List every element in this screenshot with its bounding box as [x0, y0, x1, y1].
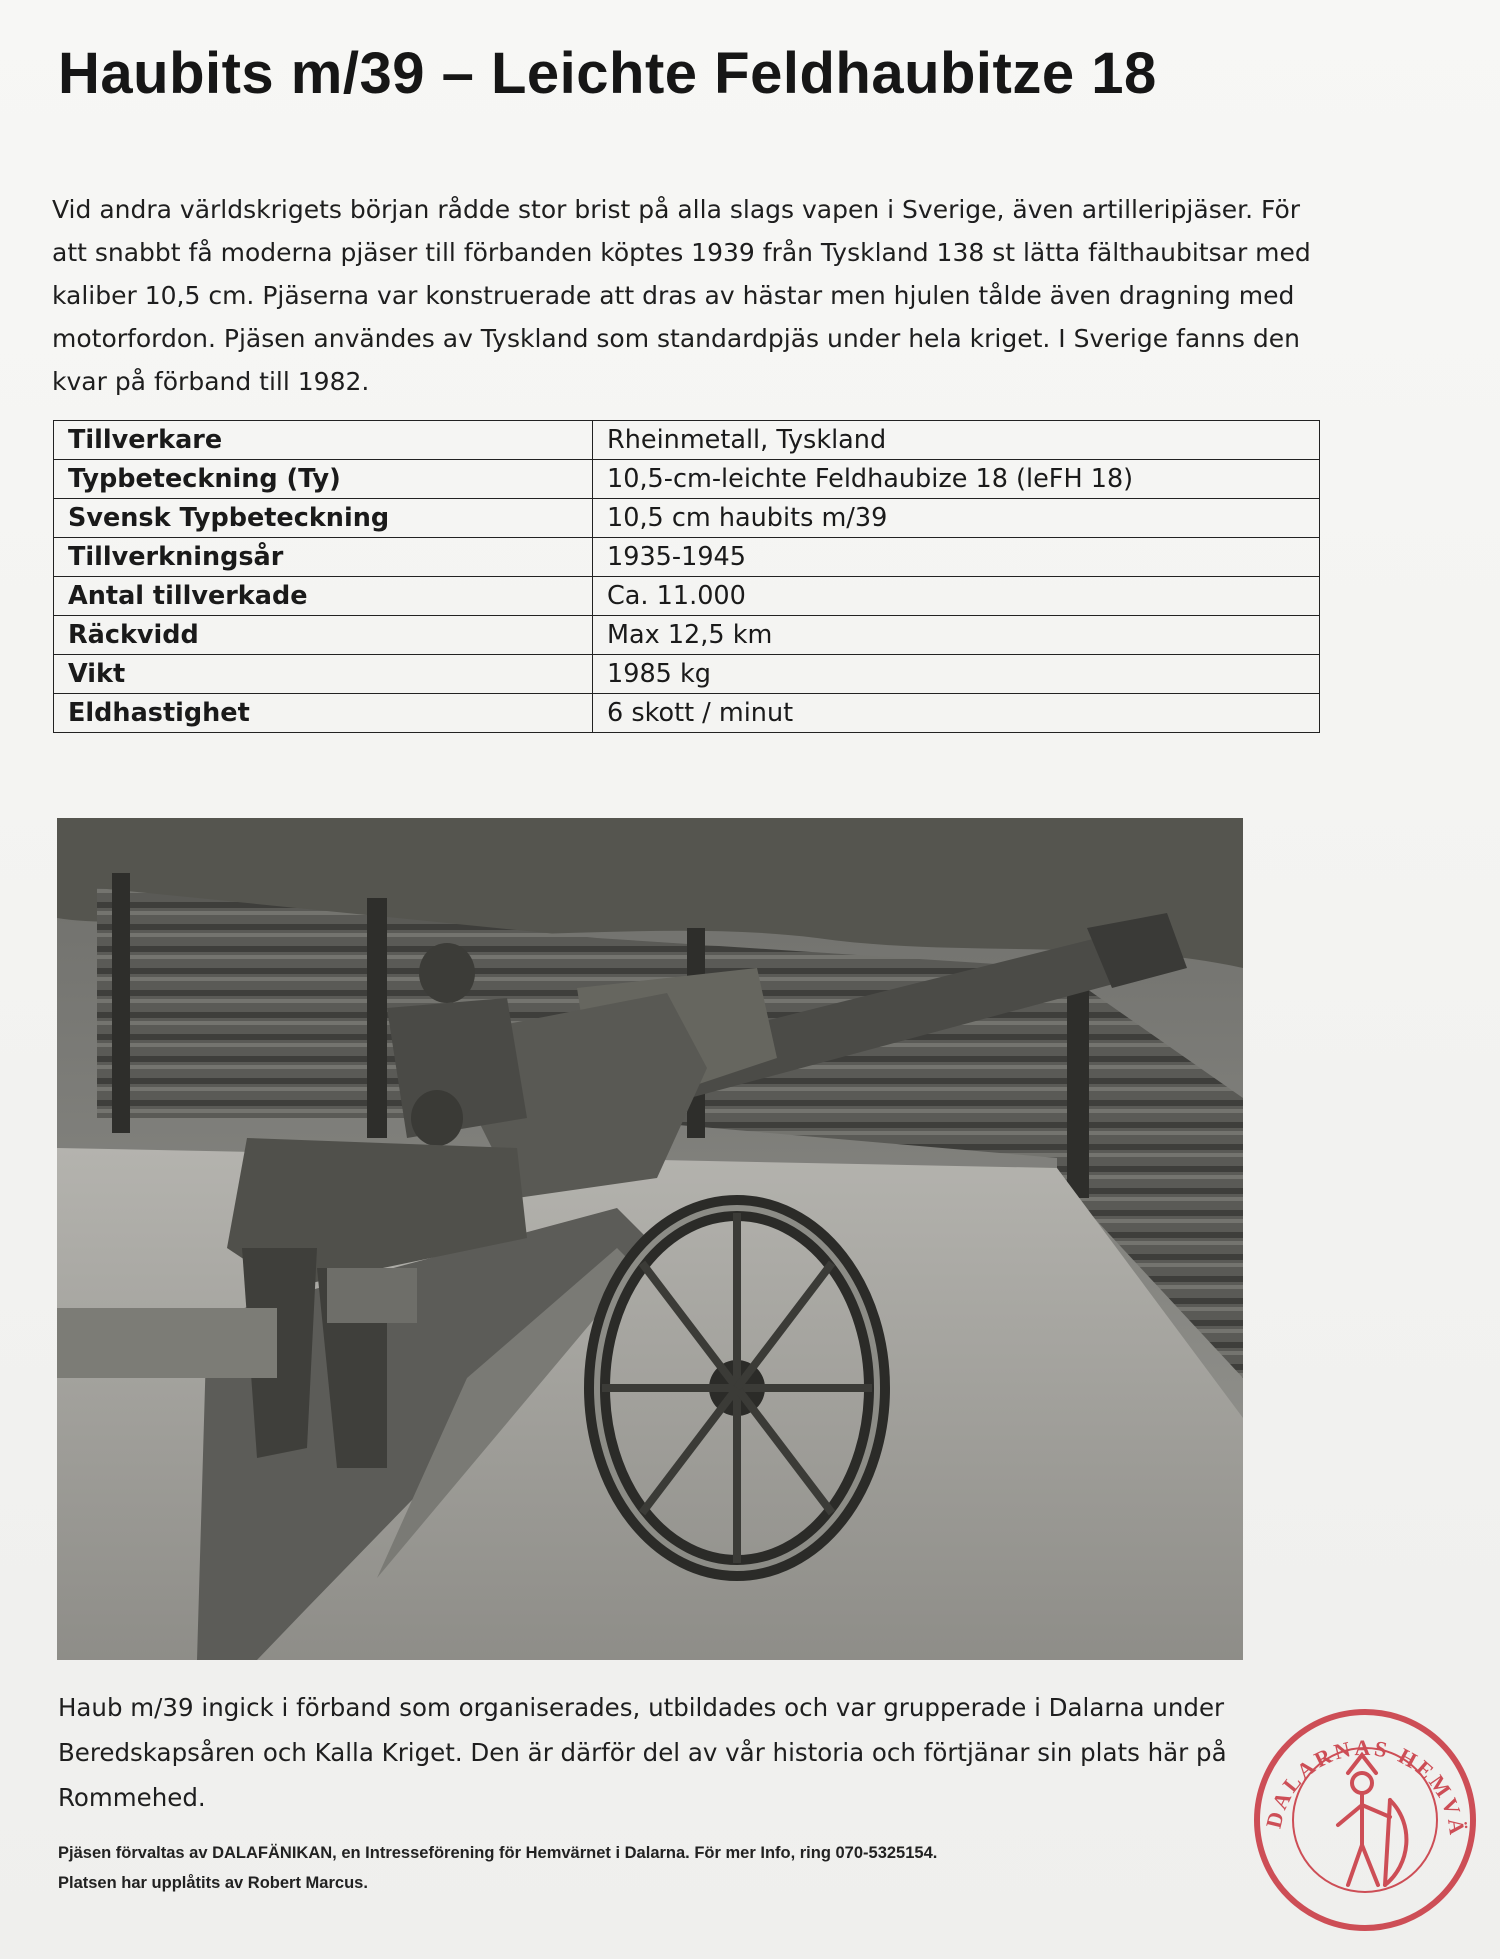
footer-line-management: Pjäsen förvaltas av DALAFÄNIKAN, en Intresseförening för Hemvärnet i Dalarna. För mer Info, ring 070-5325154.	[58, 1844, 938, 1862]
table-row	[54, 538, 1320, 577]
spec-value: 10,5 cm haubits m/39	[593, 499, 1320, 538]
table-row	[54, 655, 1320, 694]
table-row	[54, 616, 1320, 655]
spec-label: Räckvidd	[54, 616, 593, 655]
spec-value: Ca. 11.000	[593, 577, 1320, 616]
spec-label: Vikt	[54, 655, 593, 694]
table-row	[54, 577, 1320, 616]
closing-paragraph: Haub m/39 ingick i förband som organiserades, utbildades och var grupperade i Dalarna under Beredskapsåren och Kalla Kriget. Den är därför del av vår historia och förtjänar sin plats här på Rommehed.	[58, 1693, 1227, 1812]
spec-label: Antal tillverkade	[54, 577, 593, 616]
spec-label: Tillverkningsår	[54, 538, 593, 577]
table-row	[54, 499, 1320, 538]
spec-table	[53, 420, 1320, 733]
spec-value: 10,5-cm-leichte Feldhaubize 18 (leFH 18)	[593, 460, 1320, 499]
spec-value: 6 skott / minut	[593, 694, 1320, 733]
howitzer-photo	[57, 818, 1243, 1660]
intro-paragraph: Vid andra världskrigets början rådde stor brist på alla slags vapen i Sverige, även artilleripjäser. För att snabbt få moderna pjäser till förbanden köptes 1939 från Tyskland 138 st lätta fälthaubitsar med kaliber 10,5 cm. Pjäserna var konstruerade att dras av hästar men hjulen tålde även dragning med motorfordon. Pjäsen användes av Tyskland som standardpjäs under hela kriget. I Sverige fanns den kvar på förband till 1982.	[52, 195, 1311, 396]
footer-line-location: Platsen har upplåtits av Robert Marcus.	[58, 1874, 368, 1892]
spec-value: Rheinmetall, Tyskland	[593, 421, 1320, 460]
spec-label: Eldhastighet	[54, 694, 593, 733]
footer	[58, 1838, 1308, 1898]
table-row	[54, 694, 1320, 733]
page-title: Haubits m/39 – Leichte Feldhaubitze 18	[58, 41, 1157, 106]
table-row	[54, 460, 1320, 499]
spec-value: Max 12,5 km	[593, 616, 1320, 655]
spec-label: Svensk Typbeteckning	[54, 499, 593, 538]
spec-value: 1985 kg	[593, 655, 1320, 694]
table-row	[54, 421, 1320, 460]
spec-label: Tillverkare	[54, 421, 593, 460]
spec-value: 1935-1945	[593, 538, 1320, 577]
dalarnas-hemvarn-stamp	[1250, 1705, 1480, 1935]
stamp-seal	[1250, 1705, 1480, 1935]
svg-text:DALARNAS HEMVÄRN: DALARNAS HEMVÄ	[1260, 1734, 1471, 1839]
spec-label: Typbeteckning (Ty)	[54, 460, 593, 499]
howitzer-photo-drawing	[57, 818, 1243, 1660]
